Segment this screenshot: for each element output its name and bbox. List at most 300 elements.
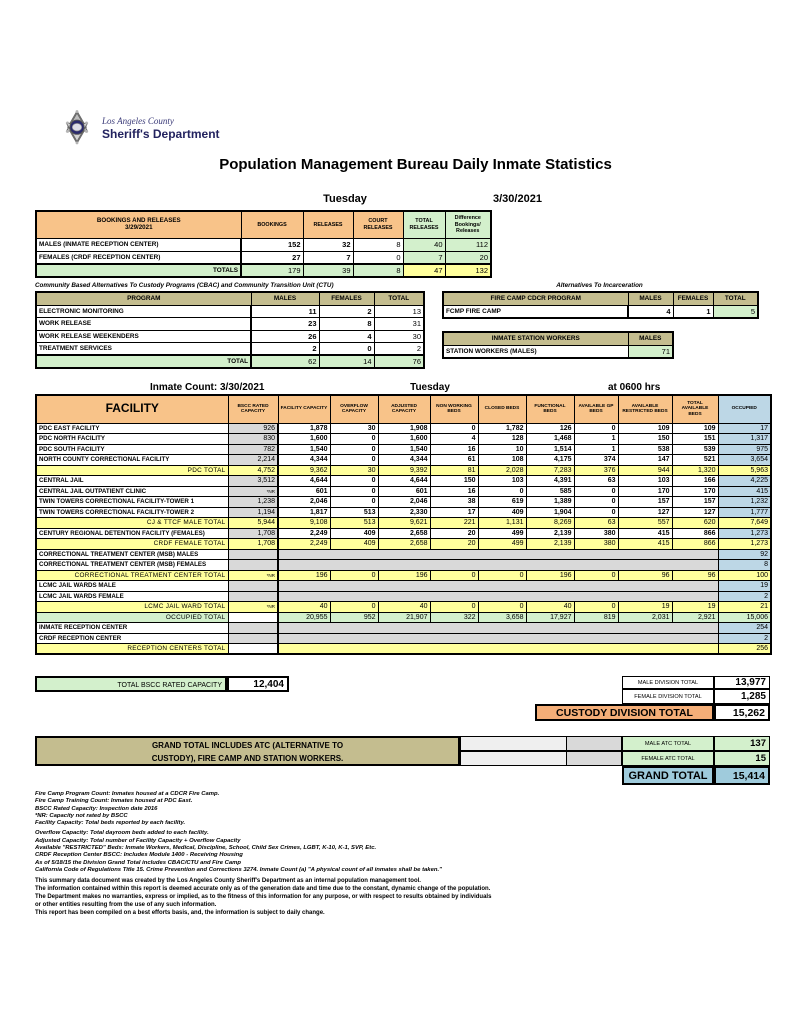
grand-total-note-line2: CUSTODY), FIRE CAMP AND STATION WORKERS. [151, 754, 344, 763]
occupied-value: 17 [718, 423, 771, 434]
bookings-totals-row [36, 264, 491, 277]
occupied-value: 4,225 [718, 476, 771, 487]
station-workers-header-row [443, 332, 673, 345]
facility-row [36, 612, 771, 623]
value-cell: 499 [478, 528, 526, 539]
value-cell: 40 [526, 602, 574, 613]
value-cell: 601 [278, 486, 330, 497]
occupied-value: 3,654 [718, 455, 771, 466]
sheriff-logo [58, 110, 220, 152]
occupied-value: 2 [718, 633, 771, 644]
empty-cell-bar [460, 736, 622, 751]
value-cell: 103 [618, 476, 672, 487]
facility-row [36, 444, 771, 455]
value-cell: 9,392 [378, 465, 430, 476]
bscc-value: 926 [228, 423, 278, 434]
value-cell: 2,139 [526, 539, 574, 550]
female-division-total-value: 1,285 [714, 689, 770, 704]
value-cell: 9,362 [278, 465, 330, 476]
bookings-header-title [36, 211, 241, 238]
value-cell: 221 [430, 518, 478, 529]
facility-label: CENTRAL JAIL [36, 476, 228, 487]
bookings-header-row [36, 211, 491, 238]
bscc-value: *NR [228, 602, 278, 613]
bscc-value: *NR [228, 570, 278, 581]
value-cell: 81 [430, 465, 478, 476]
occupied-value: 21 [718, 602, 771, 613]
bscc-value: 782 [228, 444, 278, 455]
value-cell: 0 [330, 476, 378, 487]
merged-empty [278, 581, 718, 592]
value-cell: 409 [330, 539, 378, 550]
value-cell: 0 [574, 602, 618, 613]
col-total-releases: TOTAL RELEASES [403, 211, 445, 238]
facility-label: PDC SOUTH FACILITY [36, 444, 228, 455]
value-cell: 10 [478, 444, 526, 455]
value-cell: 1,600 [378, 434, 430, 445]
program-row [36, 305, 424, 318]
facility-row [36, 465, 771, 476]
female-atc-total-value: 15 [714, 751, 770, 766]
occupied-value: 975 [718, 444, 771, 455]
count-time-label: at 0600 hrs [608, 382, 661, 393]
footnote-line: Fire Camp Program Count: Inmates housed at a CDCR Fire Camp. [35, 791, 220, 797]
value-cell: 619 [478, 497, 526, 508]
value-cell: 40 [403, 238, 445, 251]
col-closed-beds: CLOSED BEDS [478, 395, 526, 423]
facility-label: RECEPTION CENTERS TOTAL [36, 644, 228, 655]
value-cell: 1,540 [278, 444, 330, 455]
col-difference: Difference Bookings/ Releases [445, 211, 491, 238]
value-cell: 103 [478, 476, 526, 487]
value-cell: 2,249 [278, 539, 330, 550]
merged-empty [278, 623, 718, 634]
row-label: ELECTRONIC MONITORING [36, 305, 251, 318]
value-cell: 32 [303, 238, 353, 251]
value-cell: 109 [672, 423, 718, 434]
value-cell: 521 [672, 455, 718, 466]
facility-header-row [36, 395, 771, 423]
footnote-line: California Code of Regulations Title 15. Crime Prevention and Corrections 3274. Inmate Count (a) "A physical count of all inmates shall be taken." [35, 866, 442, 873]
value-cell: 150 [430, 476, 478, 487]
grand-total-note [35, 736, 460, 766]
occupied-value: 1,273 [718, 539, 771, 550]
totals-value: 47 [403, 264, 445, 277]
col-total: TOTAL [713, 292, 758, 305]
facility-statistics-table [35, 394, 772, 655]
value-cell: 0 [330, 486, 378, 497]
female-division-total-label: FEMALE DIVISION TOTAL [622, 689, 714, 704]
bscc-value: 1,708 [228, 528, 278, 539]
value-cell: 4,344 [278, 455, 330, 466]
value-cell: 322 [430, 612, 478, 623]
col-females: FEMALES [319, 292, 374, 305]
value-cell: 0 [330, 497, 378, 508]
value-cell: 157 [672, 497, 718, 508]
facility-row [36, 455, 771, 466]
value-cell: 13 [374, 305, 424, 318]
bookings-row [36, 251, 491, 264]
value-cell: 126 [526, 423, 574, 434]
value-cell: 19 [618, 602, 672, 613]
value-cell: 2,921 [672, 612, 718, 623]
value-cell: 30 [330, 423, 378, 434]
value-cell: 8 [319, 318, 374, 331]
footnote-line: Fire Camp Training Count: Inmates housed at PDC East. [35, 798, 193, 805]
inmate-count-label: Inmate Count: 3/30/2021 [150, 382, 265, 393]
report-date: 3/30/2021 [493, 193, 542, 205]
grand-total-value: 15,414 [714, 766, 770, 785]
facility-label: CORRECTIONAL TREATMENT CENTER (MSB) FEMALES [36, 560, 228, 571]
value-cell: 1,131 [478, 518, 526, 529]
merged-empty [278, 591, 718, 602]
value-cell: 2 [374, 343, 424, 356]
value-cell: 944 [618, 465, 672, 476]
row-label: WORK RELEASE WEEKENDERS [36, 330, 251, 343]
value-cell: 170 [672, 486, 718, 497]
facility-row [36, 591, 771, 602]
value-cell: 40 [278, 602, 330, 613]
footnote-line: Available "RESTRICTED" Beds: Inmate Workers, Medical, Discipline, School, Child Sex Crimes, LGBT, K-10, K-1, SVP, Etc. [35, 845, 377, 852]
disclaimer-line: This summary data document was created by the Los Angeles County Sheriff's Department as an internal population management tool. [35, 878, 421, 884]
value-cell: 0 [574, 507, 618, 518]
total-bscc-capacity-value: 12,404 [227, 676, 289, 692]
value-cell: 150 [618, 434, 672, 445]
merged-empty [278, 549, 718, 560]
value-cell: 2,028 [478, 465, 526, 476]
col-court-releases: COURT RELEASES [353, 211, 403, 238]
bscc-empty [228, 581, 278, 592]
totals-value: 76 [374, 355, 424, 368]
program-row [36, 330, 424, 343]
value-cell: 20,955 [278, 612, 330, 623]
value-cell: 4,644 [278, 476, 330, 487]
value-cell: 40 [378, 602, 430, 613]
value-cell: 31 [374, 318, 424, 331]
total-label: PDC TOTAL [36, 465, 228, 476]
value-cell: 2,139 [526, 528, 574, 539]
row-label: STATION WORKERS (MALES) [443, 345, 628, 358]
facility-label: CENTRAL JAIL OUTPATIENT CLINIC [36, 486, 228, 497]
value-cell: 7 [403, 251, 445, 264]
value-cell: 127 [672, 507, 718, 518]
value-cell: 866 [672, 539, 718, 550]
value-cell: 157 [618, 497, 672, 508]
custody-division-total-value: 15,262 [714, 704, 770, 721]
col-males: MALES [251, 292, 319, 305]
value-cell: 0 [574, 570, 618, 581]
footnote-line: Overflow Capacity: Total dayroom beds added to each facility. [35, 830, 209, 837]
footnote-line: BSCC Rated Capacity: Inspection date 2016 [35, 805, 158, 812]
merged-empty [278, 560, 718, 571]
value-cell: 151 [672, 434, 718, 445]
value-cell: 380 [574, 528, 618, 539]
bookings-releases-table [35, 210, 492, 278]
occupied-value: 1,273 [718, 528, 771, 539]
totals-label: TOTAL [36, 355, 251, 368]
value-cell: 21,907 [378, 612, 430, 623]
value-cell: 109 [618, 423, 672, 434]
value-cell: 409 [478, 507, 526, 518]
col-program: PROGRAM [36, 292, 251, 305]
value-cell: 8 [353, 238, 403, 251]
total-label: OCCUPIED TOTAL [36, 612, 228, 623]
facility-label: CENTURY REGIONAL DETENTION FACILITY (FEMALES) [36, 528, 228, 539]
male-division-total-value: 13,977 [714, 676, 770, 689]
value-cell: 2 [251, 343, 319, 356]
value-cell: 4,391 [526, 476, 574, 487]
value-cell: 0 [430, 602, 478, 613]
bscc-value [228, 612, 278, 623]
row-label: MALES (INMATE RECEPTION CENTER) [36, 238, 241, 251]
value-cell: 0 [478, 486, 526, 497]
facility-row [36, 423, 771, 434]
value-cell: 1,540 [378, 444, 430, 455]
males-value: 4 [628, 305, 673, 318]
value-cell: 127 [618, 507, 672, 518]
value-cell: 2,031 [618, 612, 672, 623]
col-males: MALES [628, 292, 673, 305]
value-cell: 96 [618, 570, 672, 581]
row-label: FCMP FIRE CAMP [443, 305, 628, 318]
facility-row [36, 476, 771, 487]
col-inmate-station-workers: INMATE STATION WORKERS [443, 332, 628, 345]
program-row [36, 318, 424, 331]
bscc-empty [228, 560, 278, 571]
facility-row [36, 549, 771, 560]
facility-row [36, 486, 771, 497]
value-cell: 1 [574, 444, 618, 455]
totals-value: 8 [353, 264, 403, 277]
value-cell: 380 [574, 539, 618, 550]
value-cell: 7,283 [526, 465, 574, 476]
bscc-empty [228, 633, 278, 644]
bscc-value: 3,512 [228, 476, 278, 487]
value-cell: 1,817 [278, 507, 330, 518]
facility-row [36, 434, 771, 445]
occupied-value: 7,649 [718, 518, 771, 529]
value-cell: 1,908 [378, 423, 430, 434]
col-total-available-beds: TOTAL AVAILABLE BEDS [672, 395, 718, 423]
value-cell: 0 [330, 455, 378, 466]
value-cell: 0 [574, 423, 618, 434]
total-label: CRDF FEMALE TOTAL [36, 539, 228, 550]
facility-weekday-label: Tuesday [410, 382, 450, 393]
facility-label: LCMC JAIL WARDS MALE [36, 581, 228, 592]
totals-value: 179 [241, 264, 303, 277]
value-cell: 376 [574, 465, 618, 476]
row-label: TREATMENT SERVICES [36, 343, 251, 356]
facility-label: LCMC JAIL WARDS FEMALE [36, 591, 228, 602]
value-cell: 17,927 [526, 612, 574, 623]
female-atc-total-label: FEMALE ATC TOTAL [622, 751, 714, 766]
divider [566, 752, 567, 765]
facility-row [36, 581, 771, 592]
value-cell: 4 [430, 434, 478, 445]
divider [566, 737, 567, 750]
value-cell: 166 [672, 476, 718, 487]
value-cell: 1,782 [478, 423, 526, 434]
bscc-empty [228, 549, 278, 560]
bookings-date: 3/29/2021 [124, 223, 153, 231]
col-bscc-rated-capacity: BSCC RATED CAPACITY [228, 395, 278, 423]
value-cell: 27 [241, 251, 303, 264]
occupied-value: 5,963 [718, 465, 771, 476]
value-cell: 0 [478, 570, 526, 581]
facility-row [36, 497, 771, 508]
col-non-working-beds: NON WORKING BEDS [430, 395, 478, 423]
empty-cell [461, 737, 566, 750]
value-cell: 0 [353, 251, 403, 264]
value-cell: 196 [278, 570, 330, 581]
value-cell: 513 [330, 507, 378, 518]
cbac-total-row [36, 355, 424, 368]
value-cell: 620 [672, 518, 718, 529]
bscc-empty [228, 644, 278, 655]
totals-value: 14 [319, 355, 374, 368]
value-cell: 11 [251, 305, 319, 318]
value-cell: 0 [319, 343, 374, 356]
occupied-value: 254 [718, 623, 771, 634]
grand-total-label: GRAND TOTAL [622, 766, 714, 785]
value-cell: 9,621 [378, 518, 430, 529]
value-cell: 557 [618, 518, 672, 529]
col-occupied: OCCUPIED [718, 395, 771, 423]
value-cell: 196 [378, 570, 430, 581]
station-workers-row [443, 345, 673, 358]
value-cell: 1,514 [526, 444, 574, 455]
footnote-line: Facility Capacity: Total beds reported by each facility. [35, 820, 186, 827]
occupied-value: 1,317 [718, 434, 771, 445]
male-division-total-label: MALE DIVISION TOTAL [622, 676, 714, 689]
station-workers-table [442, 331, 674, 359]
total-label: CORRECTIONAL TREATMENT CENTER TOTAL [36, 570, 228, 581]
col-available-restricted-beds: AVAILABLE RESTRICTED BEDS [618, 395, 672, 423]
facility-label: CORRECTIONAL TREATMENT CENTER (MSB) MALES [36, 549, 228, 560]
value-cell: 108 [478, 455, 526, 466]
facility-row [36, 518, 771, 529]
value-cell: 1,904 [526, 507, 574, 518]
sheriff-star-icon [58, 110, 96, 152]
disclaimer-line: or other entities resulting from the use of any such information. [35, 902, 217, 908]
value-cell: 128 [478, 434, 526, 445]
fire-camp-row [443, 305, 758, 318]
value-cell: 16 [430, 486, 478, 497]
value-cell: 63 [574, 518, 618, 529]
occupied-value: 256 [718, 644, 771, 655]
col-total: TOTAL [374, 292, 424, 305]
value-cell: 2 [319, 305, 374, 318]
value-cell: 0 [478, 602, 526, 613]
value-cell: 819 [574, 612, 618, 623]
bscc-value: 1,238 [228, 497, 278, 508]
value-cell: 20 [430, 528, 478, 539]
value-cell: 538 [618, 444, 672, 455]
occupied-value: 2 [718, 591, 771, 602]
disclaimer-line: The Department makes no warranties, express or implied, as to the fitness of this information for any purpose, or with respect to results obtained by individuals [35, 894, 492, 900]
total-value: 5 [713, 305, 758, 318]
value-cell: 38 [430, 497, 478, 508]
total-bscc-capacity-label: TOTAL BSCC RATED CAPACITY [35, 676, 227, 692]
value-cell: 1 [574, 434, 618, 445]
footnote-line: *NR: Capacity not rated by BSCC [35, 812, 128, 819]
logo-text [102, 116, 220, 141]
footnotes [35, 791, 442, 874]
logo-county-text: Los Angeles County [102, 116, 174, 126]
value-cell: 20 [430, 539, 478, 550]
facility-row [36, 528, 771, 539]
facility-label: INMATE RECEPTION CENTER [36, 623, 228, 634]
program-row [36, 343, 424, 356]
male-atc-total-value: 137 [714, 736, 770, 751]
value-cell: 4 [319, 330, 374, 343]
col-facility: FACILITY [36, 395, 228, 423]
value-cell: 513 [330, 518, 378, 529]
totals-value: 62 [251, 355, 319, 368]
occupied-value: 1,232 [718, 497, 771, 508]
value-cell: 0 [330, 602, 378, 613]
value-cell: 0 [430, 570, 478, 581]
cbac-section-title: Community Based Alternatives To Custody Programs (CBAC) and Community Transition Unit (CTU) [35, 282, 334, 289]
females-value: 1 [673, 305, 713, 318]
value-cell: 4,644 [378, 476, 430, 487]
value-cell: 0 [330, 570, 378, 581]
value-cell: 1,600 [278, 434, 330, 445]
empty-cell [461, 752, 566, 765]
value-cell: 17 [430, 507, 478, 518]
value-cell: 152 [241, 238, 303, 251]
value-cell: 2,046 [278, 497, 330, 508]
value-cell: 415 [618, 528, 672, 539]
value-cell: 409 [330, 528, 378, 539]
value-cell: 1,389 [526, 497, 574, 508]
occupied-value: 8 [718, 560, 771, 571]
bscc-empty [228, 623, 278, 634]
value-cell: 20 [445, 251, 491, 264]
col-facility-capacity: FACILITY CAPACITY [278, 395, 330, 423]
value-cell: 196 [526, 570, 574, 581]
bscc-value: 2,214 [228, 455, 278, 466]
totals-value: 39 [303, 264, 353, 277]
value-cell: 30 [330, 465, 378, 476]
cbac-table [35, 291, 425, 369]
value-cell: 30 [374, 330, 424, 343]
empty-cell-bar [460, 751, 622, 766]
facility-label: TWIN TOWERS CORRECTIONAL FACILITY-TOWER 2 [36, 507, 228, 518]
value-cell: 3,658 [478, 612, 526, 623]
facility-row [36, 602, 771, 613]
bscc-value: 1,194 [228, 507, 278, 518]
value-cell: 952 [330, 612, 378, 623]
value-cell: 23 [251, 318, 319, 331]
value-cell: 1,468 [526, 434, 574, 445]
bscc-value: 830 [228, 434, 278, 445]
value-cell: 4,344 [378, 455, 430, 466]
col-bookings: BOOKINGS [241, 211, 303, 238]
col-overflow-capacity: OVERFLOW CAPACITY [330, 395, 378, 423]
occupied-value: 1,777 [718, 507, 771, 518]
value-cell: 539 [672, 444, 718, 455]
value-cell: 2,046 [378, 497, 430, 508]
facility-label: NORTH COUNTY CORRECTIONAL FACILITY [36, 455, 228, 466]
col-available-gp-beds: AVAILABLE GP BEDS [574, 395, 618, 423]
value-cell: 0 [574, 486, 618, 497]
disclaimer-line: This report has been compiled on a best efforts basis, and, the information is subject to daily change. [35, 910, 325, 916]
value-cell: 19 [672, 602, 718, 613]
occupied-value: 415 [718, 486, 771, 497]
value-cell: 601 [378, 486, 430, 497]
cbac-header-row [36, 292, 424, 305]
